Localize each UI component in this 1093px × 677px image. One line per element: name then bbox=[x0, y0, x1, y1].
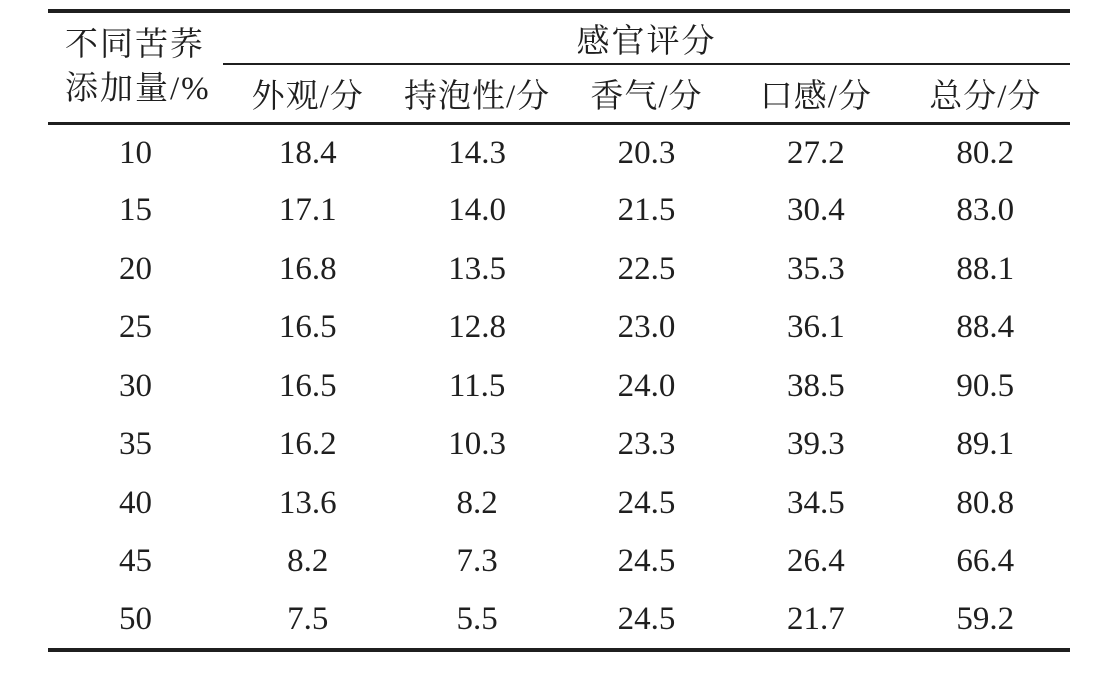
cell-foam-retention: 12.8 bbox=[448, 309, 506, 346]
cell-foam-retention: 13.5 bbox=[448, 250, 506, 287]
table-row bbox=[48, 357, 1070, 416]
cell-addition-amount: 25 bbox=[119, 309, 152, 346]
cell-addition-amount: 30 bbox=[119, 367, 152, 404]
table-row bbox=[48, 591, 1070, 650]
cell-aroma: 24.5 bbox=[617, 484, 676, 521]
cell-foam-retention: 14.0 bbox=[448, 192, 506, 229]
cell-taste: 21.7 bbox=[786, 600, 845, 637]
col-header-taste: 口感/分 bbox=[731, 64, 900, 123]
cell-total-score: 88.1 bbox=[956, 250, 1015, 287]
table-row bbox=[48, 182, 1070, 241]
cell-aroma: 24.5 bbox=[617, 543, 676, 580]
cell-foam-retention: 14.3 bbox=[448, 134, 506, 171]
row-group-header bbox=[48, 11, 223, 123]
cell-aroma: 23.0 bbox=[617, 309, 676, 346]
cell-appearance: 18.4 bbox=[278, 134, 337, 171]
cell-addition-amount: 10 bbox=[119, 134, 152, 171]
cell-total-score: 89.1 bbox=[956, 426, 1015, 463]
cell-foam-retention: 11.5 bbox=[448, 367, 506, 404]
paper-page bbox=[0, 9, 1093, 677]
cell-total-score: 80.2 bbox=[956, 134, 1015, 171]
cell-addition-amount: 15 bbox=[119, 192, 152, 229]
cell-appearance: 16.2 bbox=[278, 426, 337, 463]
table-row bbox=[48, 299, 1070, 358]
cell-aroma: 23.3 bbox=[617, 426, 676, 463]
cell-taste: 26.4 bbox=[786, 543, 845, 580]
cell-taste: 27.2 bbox=[786, 134, 845, 171]
cell-addition-amount: 45 bbox=[119, 543, 152, 580]
col-header-appearance: 外观/分 bbox=[223, 64, 392, 123]
cell-aroma: 22.5 bbox=[617, 250, 676, 287]
cell-addition-amount: 50 bbox=[119, 600, 152, 637]
cell-aroma: 20.3 bbox=[617, 134, 676, 171]
col-header-aroma: 香气/分 bbox=[562, 64, 731, 123]
table-row bbox=[48, 123, 1070, 182]
cell-taste: 34.5 bbox=[786, 484, 845, 521]
cell-appearance: 17.1 bbox=[278, 192, 337, 229]
cell-foam-retention: 5.5 bbox=[456, 600, 498, 637]
row-header-line2: 添加量/% bbox=[65, 71, 211, 108]
cell-total-score: 80.8 bbox=[956, 484, 1015, 521]
cell-total-score: 66.4 bbox=[956, 543, 1015, 580]
cell-appearance: 7.5 bbox=[287, 600, 329, 637]
cell-addition-amount: 35 bbox=[119, 426, 152, 463]
cell-addition-amount: 20 bbox=[119, 250, 152, 287]
cell-taste: 39.3 bbox=[786, 426, 845, 463]
cell-addition-amount: 40 bbox=[119, 484, 152, 521]
cell-total-score: 83.0 bbox=[956, 192, 1015, 229]
cell-total-score: 59.2 bbox=[956, 600, 1015, 637]
cell-taste: 35.3 bbox=[786, 250, 845, 287]
cell-appearance: 16.5 bbox=[278, 367, 337, 404]
cell-appearance: 16.5 bbox=[278, 309, 337, 346]
table-row bbox=[48, 240, 1070, 299]
cell-appearance: 16.8 bbox=[278, 250, 337, 287]
header-row-spanner bbox=[48, 11, 1070, 64]
table-row bbox=[48, 533, 1070, 592]
cell-foam-retention: 10.3 bbox=[448, 426, 506, 463]
row-header-line1: 不同苦荞 bbox=[65, 27, 205, 64]
cell-aroma: 21.5 bbox=[617, 192, 676, 229]
sensory-evaluation-table bbox=[48, 9, 1070, 652]
cell-aroma: 24.5 bbox=[617, 600, 676, 637]
cell-appearance: 8.2 bbox=[287, 543, 329, 580]
table-row bbox=[48, 416, 1070, 475]
cell-aroma: 24.0 bbox=[617, 367, 676, 404]
table-row bbox=[48, 474, 1070, 533]
cell-total-score: 90.5 bbox=[956, 367, 1015, 404]
cell-foam-retention: 8.2 bbox=[456, 484, 498, 521]
cell-foam-retention: 7.3 bbox=[456, 543, 498, 580]
cell-appearance: 13.6 bbox=[278, 484, 337, 521]
cell-total-score: 88.4 bbox=[956, 309, 1015, 346]
column-group-header: 感官评分 bbox=[223, 11, 1070, 64]
cell-taste: 30.4 bbox=[786, 192, 845, 229]
cell-taste: 36.1 bbox=[786, 309, 845, 346]
cell-taste: 38.5 bbox=[786, 367, 845, 404]
col-header-total-score: 总分/分 bbox=[901, 64, 1070, 123]
col-header-foam-retention: 持泡性/分 bbox=[392, 64, 561, 123]
